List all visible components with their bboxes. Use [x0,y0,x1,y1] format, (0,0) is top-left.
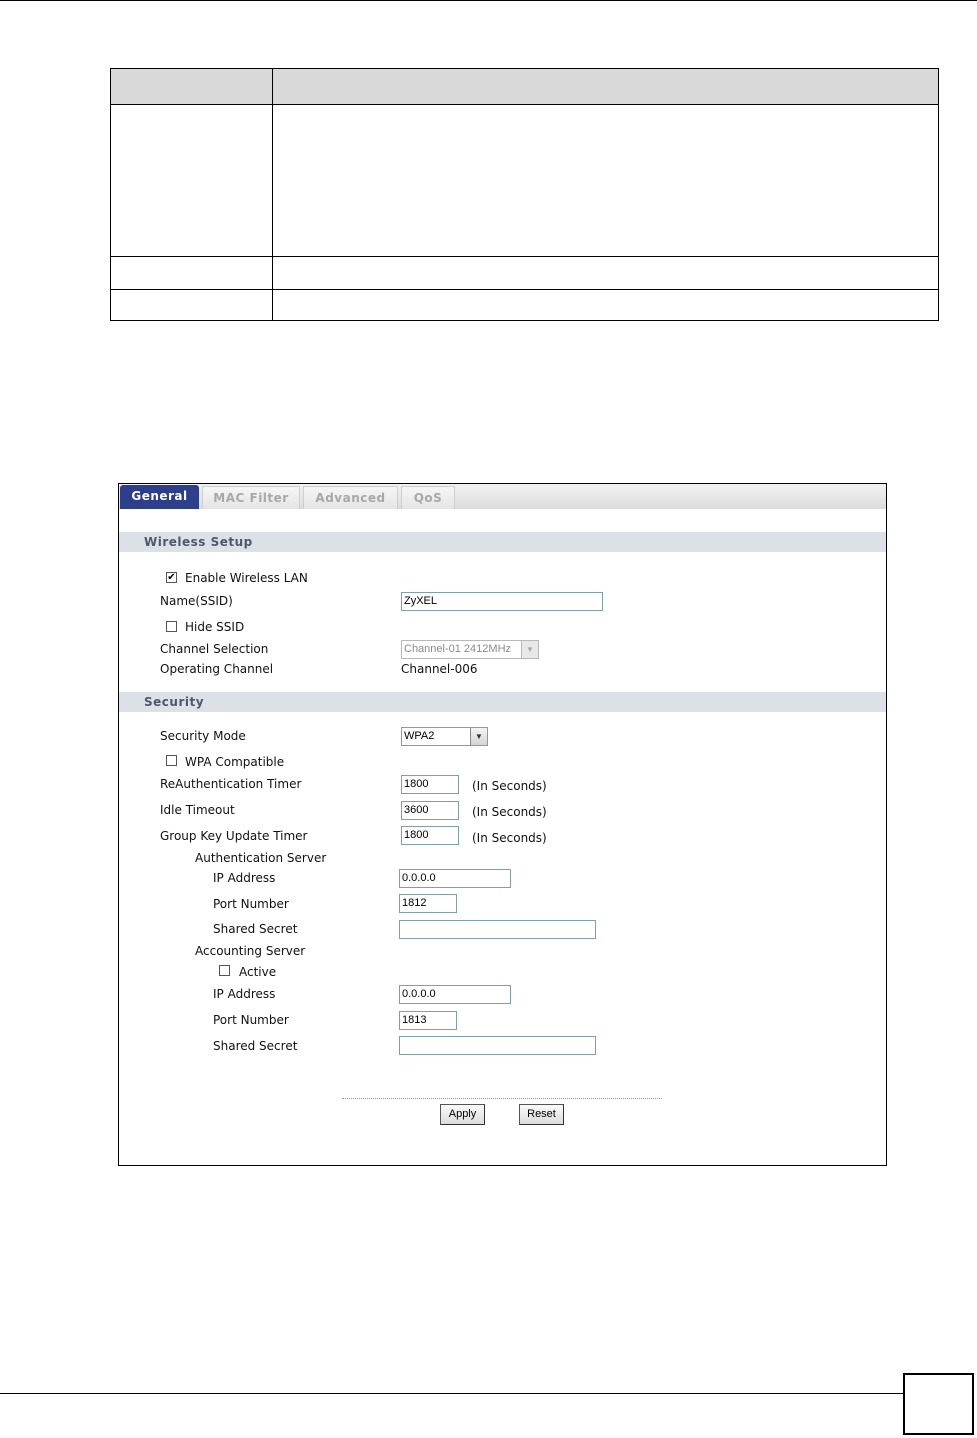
acct-ip-input[interactable]: 0.0.0.0 [399,985,511,1004]
auth-secret-label: Shared Secret [213,922,298,936]
reauth-timer-label: ReAuthentication Timer [160,777,302,791]
group-key-timer-input[interactable]: 1800 [401,826,459,845]
auth-server-heading: Authentication Server [195,851,327,865]
table-cell [111,257,273,290]
top-rule [0,0,977,1]
wpa-compatible-label: WPA Compatible [185,755,285,769]
acct-ip-label: IP Address [213,987,276,1001]
tab-qos[interactable]: QoS [401,486,455,509]
table-cell [273,105,939,257]
check-icon: ✔ [167,572,176,583]
tab-mac-filter[interactable]: MAC Filter [202,486,300,509]
acct-secret-label: Shared Secret [213,1039,298,1053]
auth-secret-input[interactable] [399,920,596,939]
document-table [110,68,939,321]
wpa-compatible-checkbox[interactable] [166,755,177,766]
acct-secret-input[interactable] [399,1036,596,1055]
auth-port-input[interactable]: 1812 [399,894,457,913]
table-header-cell [273,69,939,105]
table-cell [111,105,273,257]
apply-button[interactable]: Apply [440,1104,485,1125]
tab-bar [119,484,886,510]
enable-wireless-lan-checkbox[interactable] [166,572,177,583]
wireless-settings-panel [118,483,887,1166]
security-mode-value: WPA2 [404,730,435,742]
idle-timeout-unit: (In Seconds) [472,805,547,819]
reauth-timer-input[interactable]: 1800 [401,775,459,794]
section-security: Security [119,692,886,712]
page-number-box [903,1373,974,1435]
enable-wireless-lan-label: Enable Wireless LAN [185,571,308,585]
operating-channel-value: Channel-006 [401,662,478,676]
channel-selection-dropdown[interactable] [401,640,539,659]
operating-channel-label: Operating Channel [160,662,274,676]
acct-active-checkbox[interactable] [219,965,230,976]
auth-ip-input[interactable]: 0.0.0.0 [399,869,511,888]
security-mode-label: Security Mode [160,729,246,743]
idle-timeout-input[interactable]: 3600 [401,801,459,820]
reset-button[interactable]: Reset [519,1104,564,1125]
idle-timeout-label: Idle Timeout [160,803,235,817]
channel-selection-label: Channel Selection [160,642,269,656]
chevron-down-icon: ▼ [521,641,538,658]
table-header-cell [111,69,273,105]
tab-general[interactable]: General [120,485,199,509]
table-row [111,257,939,290]
hide-ssid-checkbox[interactable] [166,621,177,632]
channel-selection-value: Channel-01 2412MHz [404,643,512,655]
table-cell [111,290,273,321]
section-wireless-setup: Wireless Setup [119,532,886,552]
acct-port-input[interactable]: 1813 [399,1011,457,1030]
hide-ssid-label: Hide SSID [185,620,245,634]
auth-ip-label: IP Address [213,871,276,885]
acct-server-heading: Accounting Server [195,944,306,958]
table-cell [273,290,939,321]
tab-advanced[interactable]: Advanced [303,486,398,509]
ssid-input[interactable]: ZyXEL [401,592,603,611]
table-row [111,290,939,321]
reauth-timer-unit: (In Seconds) [472,779,547,793]
acct-active-label: Active [239,965,277,979]
group-key-timer-unit: (In Seconds) [472,831,547,845]
auth-port-label: Port Number [213,897,289,911]
ssid-label: Name(SSID) [160,594,233,608]
table-cell [273,257,939,290]
table-header-row [111,69,939,105]
table-row [111,105,939,257]
tab-underline [119,509,886,514]
group-key-timer-label: Group Key Update Timer [160,829,308,843]
security-mode-dropdown[interactable] [401,727,488,746]
chevron-down-icon: ▼ [470,728,487,745]
button-divider [342,1098,662,1099]
bottom-rule [0,1393,903,1394]
acct-port-label: Port Number [213,1013,289,1027]
